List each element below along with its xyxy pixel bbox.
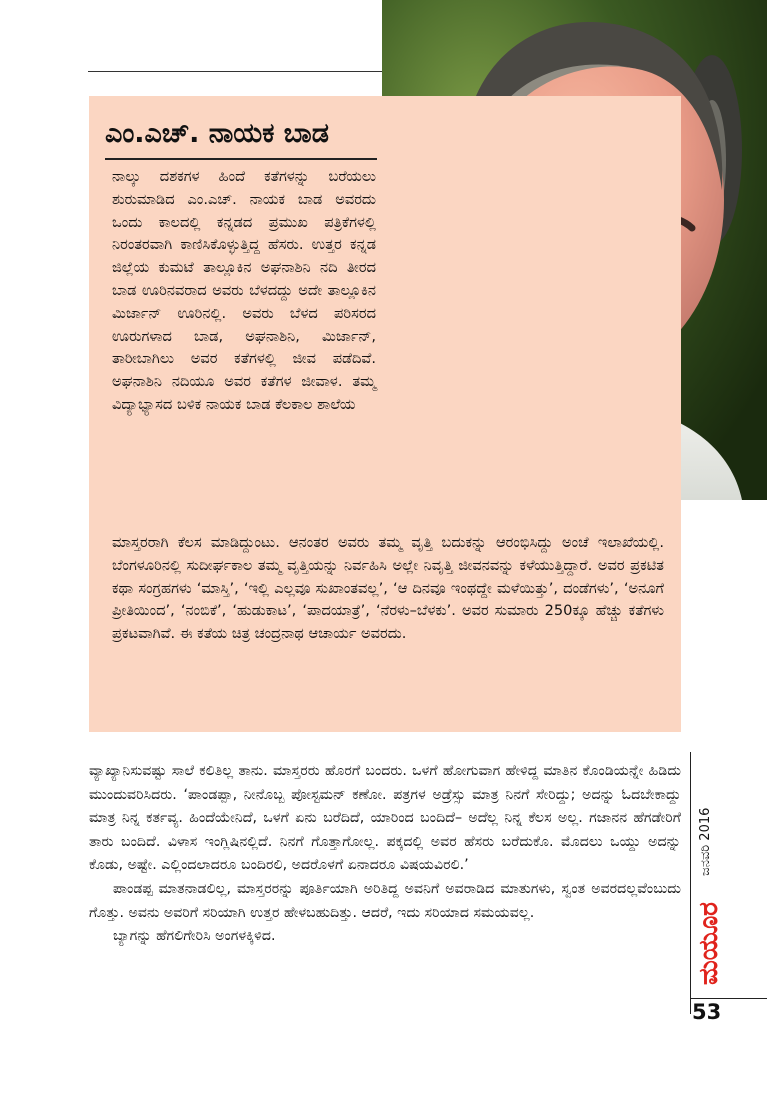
story-text <box>89 760 681 949</box>
sidebar-divider <box>690 752 691 1014</box>
page-number: 53 <box>692 1000 722 1024</box>
page-number-rule <box>690 998 767 999</box>
story-paragraph: ವ್ಯಾಖ್ಯಾನಿಸುವಷ್ಟು ಸಾಲೆ ಕಲಿತಿಲ್ಲ ತಾನು. ಮಾಸ್ತರರು ಹೊರಗೆ ಬಂದರು. ಒಳಗೆ ಹೋಗುವಾಗ ಹೇಳಿದ್ದ ಮಾತಿನ ಕೊಂಡಿಯನ್ನೇ ಹಿಡಿದು ಮುಂದುವರಿಸಿದರು. ‘ಪಾಂಡಪ್ಪಾ, ನೀನೊಬ್ಬ ಪೋಸ್ಟಮನ್ ಕಣೋ. ಪತ್ರಗಳ ಅಡ್ರೆಸ್ಸು ಮಾತ್ರ ನಿನಗೆ ಸೇರಿದ್ದು; ಅದನ್ನು ಓದಬೇಕಾದ್ದು ಮಾತ್ರ ನಿನ್ನ ಕರ್ತವ್ಯ. ಹಿಂದೆಯೇನಿದೆ, ಒಳಗೆ ಏನು ಬರೆದಿದೆ, ಯಾರಿಂದ ಬಂದಿದೆ– ಅದೆಲ್ಲ ನಿನ್ನ ಕೆಲಸ ಅಲ್ಲ. ಗಜಾನನ ಹೆಗಡೇರಿಗೆ ತಾರು ಬಂದಿದೆ. ವಿಳಾಸ ಇಂಗ್ಲಿಷಿನಲ್ಲಿದೆ. ನಿನಗೆ ಗೊತ್ತಾಗೋಲ್ಲ. ಪಕ್ಕದಲ್ಲಿ ಅವರ ಹೆಸರು ಬರೆದುಕೊ. ಮೊದಲು ಒಯ್ದು ಅದನ್ನು ಕೊಡು, ಅಷ್ಟೇ. ಎಲ್ಲಿಂದಲಾದರೂ ಬಂದಿರಲಿ, ಅದರೊಳಗೆ ಏನಾದರೂ ವಿಷಯವಿರಲಿ.’ <box>89 763 681 874</box>
magazine-logo: ಮಯೂರ <box>694 902 724 985</box>
issue-date: ಜನವರಿ 2016 <box>698 807 713 876</box>
author-bio-text-lower: ಮಾಸ್ತರರಾಗಿ ಕೆಲಸ ಮಾಡಿದ್ದುಂಟು. ಆನಂತರ ಅವರು ತಮ್ಮ ವೃತ್ತಿ ಬದುಕನ್ನು ಆರಂಭಿಸಿದ್ದು ಅಂಚೆ ಇಲಾಖೆಯಲ್ಲಿ. ಬೆಂಗಳೂರಿನಲ್ಲಿ ಸುದೀರ್ಘಕಾಲ ತಮ್ಮ ವೃತ್ತಿಯನ್ನು ನಿರ್ವಹಿಸಿ ಅಲ್ಲೇ ನಿವೃತ್ತಿ ಜೀವನವನ್ನು ಕಳೆಯುತ್ತಿದ್ದಾರೆ. ಅವರ ಪ್ರಕಟಿತ ಕಥಾ ಸಂಗ್ರಹಗಳು ‘ಮಾಸ್ತಿ’, ‘ಇಲ್ಲಿ ಎಲ್ಲವೂ ಸುಖಾಂತವಲ್ಲ’, ‘ಆ ದಿನವೂ ಇಂಥದ್ದೇ ಮಳೆಯಿತ್ತು’, ದಂಡೆಗಳು’, ‘ಅನೂಗೆ ಪ್ರೀತಿಯಿಂದ’, ‘ನಂಬಿಕೆ’, ‘ಹುಡುಕಾಟ’, ‘ಪಾದಯಾತ್ರೆ’, ‘ನೆರಳು–ಬೆಳಕು’. ಅವರ ಸುಮಾರು 250ಕ್ಕೂ ಹೆಚ್ಚು ಕತೆಗಳು ಪ್ರಕಟವಾಗಿವೆ. ಈ ಕತೆಯ ಚಿತ್ರ ಚಂದ್ರನಾಥ ಆಚಾರ್ಯ ಅವರದು. <box>112 534 664 643</box>
author-bio-box <box>89 96 681 732</box>
top-rule <box>88 71 384 72</box>
story-paragraph: ಪಾಂಡಪ್ಪ ಮಾತನಾಡಲಿಲ್ಲ, ಮಾಸ್ತರರನ್ನು ಪೂರ್ತಿಯಾಗಿ ಅರಿತಿದ್ದ ಅವನಿಗೆ ಅವರಾಡಿದ ಮಾತುಗಳು, ಸ್ವಂತ ಅವರದಲ್ಲವೆಂಬುದು ಗೊತ್ತು. ಅವನು ಅವರಿಗೆ ಸರಿಯಾಗಿ ಉತ್ತರ ಹೇಳಬಹುದಿತ್ತು. ಆದರೆ, ಇದು ಸರಿಯಾದ ಸಮಯವಲ್ಲ. <box>89 880 681 921</box>
author-bio-text-upper: ನಾಲ್ಕು ದಶಕಗಳ ಹಿಂದೆ ಕತೆಗಳನ್ನು ಬರೆಯಲು ಶುರುಮಾಡಿದ ಎಂ.ಎಚ್. ನಾಯಕ ಬಾಡ ಅವರದು ಒಂದು ಕಾಲದಲ್ಲಿ ಕನ್ನಡದ ಪ್ರಮುಖ ಪತ್ರಿಕೆಗಳಲ್ಲಿ ನಿರಂತರವಾಗಿ ಕಾಣಿಸಿಕೊಳ್ಳುತ್ತಿದ್ದ ಹೆಸರು. ಉತ್ತರ ಕನ್ನಡ ಜಿಲ್ಲೆಯ ಕುಮಟೆ ತಾಲ್ಲೂಕಿನ ಅಘನಾಶಿನಿ ನದಿ ತೀರದ ಬಾಡ ಊರಿನವರಾದ ಅವರು ಬೆಳದದ್ದು ಅದೇ ತಾಲ್ಲೂಕಿನ ಮಿರ್ಜಾನ್ ಊರಿನಲ್ಲಿ. ಅವರು ಬೆಳದ ಪರಿಸರದ ಊರುಗಳಾದ ಬಾಡ, ಅಘನಾಶಿನಿ, ಮಿರ್ಜಾನ್, ತಾರೀಬಾಗಿಲು ಅವರ ಕತೆಗಳಲ್ಲಿ ಜೀವ ಪಡೆದಿವೆ. ಅಘನಾಶಿನಿ ನದಿಯೂ ಅವರ ಕತೆಗಳ ಜೀವಾಳ. ತಮ್ಮ ವಿದ್ಯಾಭ್ಯಾಸದ ಬಳಿಕ ನಾಯಕ ಬಾಡ ಕೆಲಕಾಲ ಶಾಲೆಯ <box>112 168 376 413</box>
title-underline <box>105 158 377 160</box>
author-name-title: ಎಂ.ಎಚ್. ನಾಯಕ ಬಾಡ <box>105 118 329 149</box>
story-paragraph: ಬ್ಯಾಗನ್ನು ಹೆಗಲಿಗೇರಿಸಿ ಅಂಗಳಕ್ಕಿಳಿದ. <box>113 928 276 945</box>
